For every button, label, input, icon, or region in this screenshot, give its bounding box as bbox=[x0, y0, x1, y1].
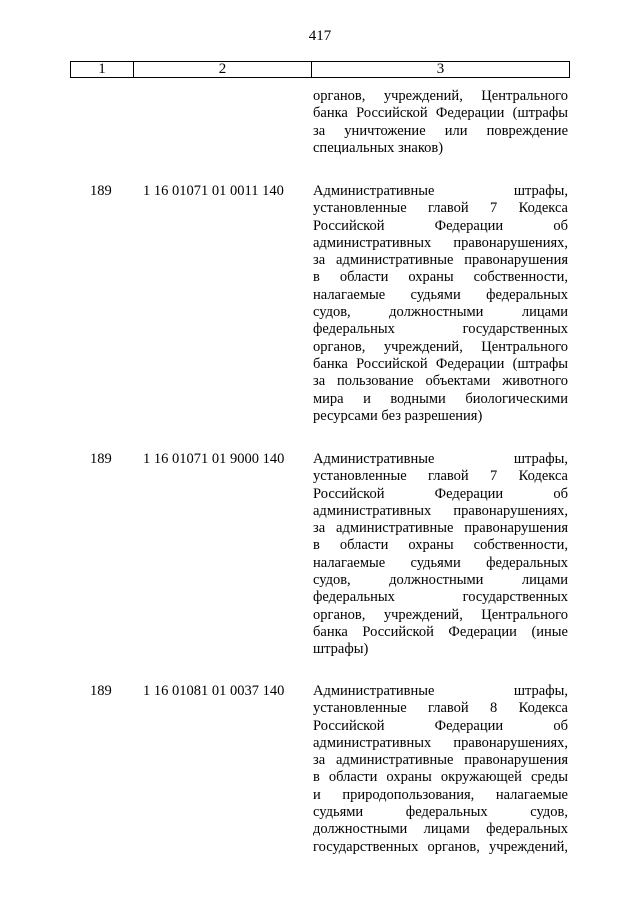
description-line: Российской Федерации об bbox=[313, 217, 568, 234]
description-line: за уничтожение или повреждение bbox=[313, 122, 568, 139]
table-row bbox=[0, 183, 640, 451]
description-line: за административные правонарушения bbox=[313, 752, 568, 769]
description-line: органов, учреждений, Центрального bbox=[313, 606, 568, 623]
table-body bbox=[0, 88, 640, 863]
description-line: за административные правонарушения bbox=[313, 520, 568, 537]
table-row bbox=[0, 683, 640, 863]
description-line: федеральных государственных bbox=[313, 589, 568, 606]
page-number: 417 bbox=[308, 28, 332, 44]
column-header-2: 2 bbox=[134, 62, 312, 78]
budget-code: 1 16 01071 01 0011 140 bbox=[143, 183, 284, 199]
description-line: в области охраны окружающей среды bbox=[313, 769, 568, 786]
description-line: судов, должностными лицами bbox=[313, 304, 568, 321]
description-line: Административные штрафы, bbox=[313, 683, 568, 699]
column-header-table bbox=[70, 61, 570, 78]
description-line: банка Российской Федерации (иные bbox=[313, 623, 568, 640]
budget-code: 1 16 01081 01 0037 140 bbox=[143, 683, 285, 699]
description-line: налагаемые судьями федеральных bbox=[313, 554, 568, 571]
description-line: судов, должностными лицами bbox=[313, 572, 568, 589]
description-line: административных правонарушениях, bbox=[313, 234, 568, 251]
description-line: в области охраны собственности, bbox=[313, 269, 568, 286]
description-line: за пользование объектами животного bbox=[313, 373, 568, 390]
description-line: административных правонарушениях, bbox=[313, 734, 568, 751]
description-line: банка Российской Федерации (штрафы bbox=[313, 105, 568, 122]
description-line: федеральных государственных bbox=[313, 321, 568, 338]
description-line: административных правонарушениях, bbox=[313, 502, 568, 519]
description-line: специальных знаков) bbox=[313, 139, 444, 156]
description-line: установленные главой 7 Кодекса bbox=[313, 200, 568, 217]
row-number: 189 bbox=[90, 683, 112, 699]
description-line: ресурсами без разрешения) bbox=[313, 407, 483, 424]
description-line: установленные главой 7 Кодекса bbox=[313, 468, 568, 485]
description-line: банка Российской Федерации (штрафы bbox=[313, 355, 568, 372]
description-line: в области охраны собственности, bbox=[313, 537, 568, 554]
row-number: 189 bbox=[90, 183, 112, 199]
budget-code: 1 16 01071 01 9000 140 bbox=[143, 451, 285, 467]
description-line: налагаемые судьями федеральных bbox=[313, 286, 568, 303]
row-description bbox=[313, 88, 568, 157]
description-line: Российской Федерации об bbox=[313, 717, 568, 734]
description-line: Административные штрафы, bbox=[313, 451, 568, 467]
description-line: государственных органов, учреждений, bbox=[313, 838, 568, 855]
row-description bbox=[313, 683, 568, 856]
description-line: Российской Федерации об bbox=[313, 485, 568, 502]
description-line: мира и водными биологическими bbox=[313, 390, 568, 407]
row-number: 189 bbox=[90, 451, 112, 467]
description-line: штрафы) bbox=[313, 641, 369, 658]
column-header-3: 3 bbox=[312, 62, 570, 78]
row-description bbox=[313, 451, 568, 659]
description-line: органов, учреждений, Центрального bbox=[313, 88, 568, 104]
description-line: судьями федеральных судов, bbox=[313, 804, 568, 821]
description-line: органов, учреждений, Центрального bbox=[313, 338, 568, 355]
description-line: за административные правонарушения bbox=[313, 252, 568, 269]
description-line: установленные главой 8 Кодекса bbox=[313, 700, 568, 717]
table-row bbox=[0, 88, 640, 183]
description-line: должностными лицами федеральных bbox=[313, 821, 568, 838]
table-row bbox=[0, 451, 640, 683]
description-line: Административные штрафы, bbox=[313, 183, 568, 199]
column-header-1: 1 bbox=[71, 62, 134, 78]
description-line: и природопользования, налагаемые bbox=[313, 786, 568, 803]
row-description bbox=[313, 183, 568, 425]
